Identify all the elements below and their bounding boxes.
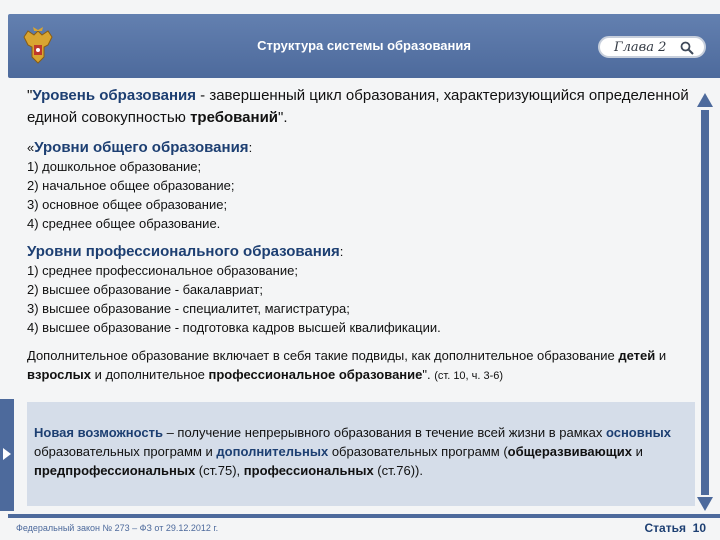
definition-term: Уровень образования [32,87,196,104]
highlight-box [27,402,695,506]
definition-text: - завершенный цикл образования, характеризующийся определенной единой совокупностью [27,87,689,126]
slide-title: Структура системы образования [257,38,471,53]
chapter-search-box[interactable] [598,36,706,58]
professional-levels-heading: Уровни профессионального образования: [27,243,344,260]
search-icon[interactable] [680,41,694,55]
footer-divider [8,514,720,518]
professional-levels-title: Уровни профессионального образования [27,243,340,260]
side-marker-bar [0,399,14,511]
play-triangle-icon[interactable] [2,447,12,461]
list-item: 3) высшее образование - специалитет, магистратура; [27,301,350,316]
quote-close: ". [278,109,288,126]
footer-law-reference: Федеральный закон № 273 – ФЗ от 29.12.2012 г. [16,523,219,533]
definition-paragraph [27,85,697,129]
highlight-paragraph: Новая возможность – получение непрерывного образования в течение всей жизни в рамках основных образовательных программ и дополнительных образовательных программ (общеразвивающих и предпрофессиональных (ст.75), профессиональных (ст.76)). [34,425,671,478]
list-item: 3) основное общее образование; [27,197,228,212]
list-item: 2) начальное общее образование; [27,178,235,193]
list-item: 1) среднее профессиональное образование; [27,263,298,278]
list-item: 2) высшее образование - бакалавриат; [27,282,263,297]
article-reference: (ст. 10, ч. 3-6) [434,370,504,382]
list-item: 1) дошкольное образование; [27,159,202,174]
definition-bold: требований [190,109,279,126]
highlight-term: Новая возможность [34,425,163,440]
triangle-up-icon[interactable] [696,92,714,108]
slide-body [27,85,697,386]
slide-header [8,14,720,78]
quote-open: " [27,87,33,104]
footer-article-number: Статья 10 [644,521,706,535]
scrollbar-track[interactable] [701,110,709,495]
general-levels-title: Уровни общего образования [34,139,249,156]
additional-education-paragraph: Дополнительное образование включает в себя такие подвиды, как дополнительное образование детей и взрослых и дополнительное профессиональное образование". (ст. 10, ч. 3-6) [27,348,667,382]
general-levels-heading: «Уровни общего образования: [27,139,253,156]
chapter-label: Глава 2 [614,40,667,55]
triangle-down-icon[interactable] [696,496,714,512]
list-item: 4) высшее образование - подготовка кадров высшей квалификации. [27,320,441,335]
list-item: 4) среднее общее образование. [27,216,221,231]
